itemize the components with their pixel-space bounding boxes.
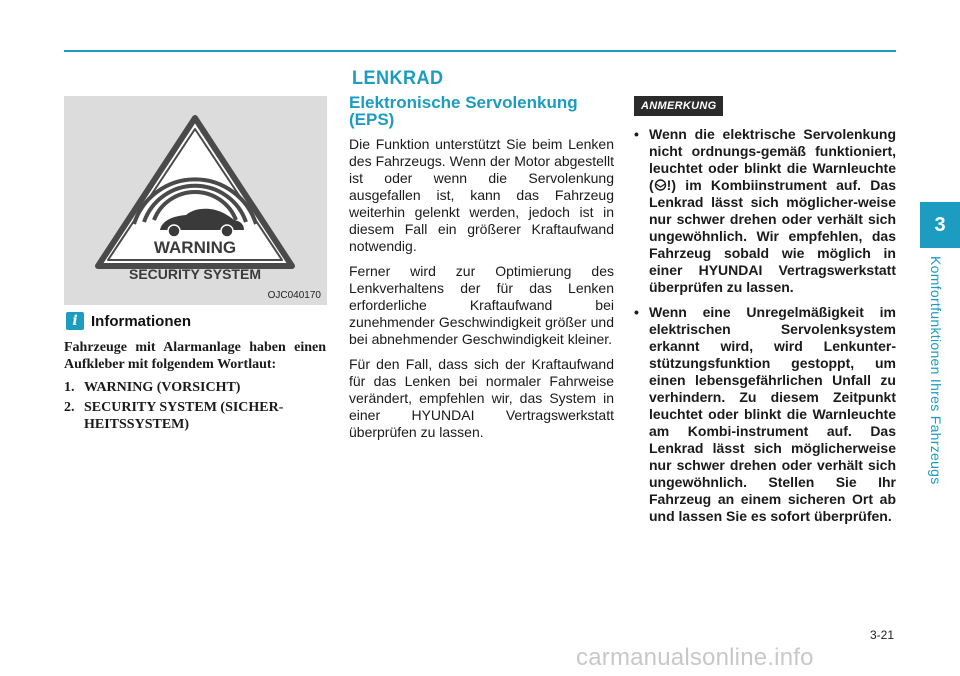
info-heading (66, 312, 191, 330)
note-badge: ANMERKUNG (634, 96, 723, 116)
info-intro: Fahrzeuge mit Alarmanlage haben einen Aufkleber mit folgendem Wortlaut: (64, 340, 326, 372)
info-body (64, 339, 326, 436)
chapter-tab (920, 202, 960, 248)
security-sticker-figure (64, 96, 327, 305)
info-list (64, 379, 326, 433)
warning-sticker-illustration (64, 96, 327, 305)
note-list (632, 126, 896, 533)
eps-heading: Elektronische Servolenkung (EPS) (349, 93, 578, 129)
sticker-warning-label: WARNING (153, 238, 237, 257)
bullet-icon: • (634, 304, 639, 320)
chapter-number: 3 (934, 213, 946, 236)
top-rule (64, 50, 896, 52)
list-item: • Wenn eine Unregelmäßigkeit im elektrischen Servolenksystem erkannt wird, wird Lenkunter-stützungsfunktion gestoppt, um einen lebensgefährlichen Unfall zu verhindern. Zu diesem Zeitpunkt leuchtet oder blinkt die Warnleuchte am Kombi-instrument auf. Das Lenkrad lässt sich möglicherweise nur schwer drehen oder verhält sich ungewöhnlich. Stellen Sie Ihr Fahrzeug an einem sicheren Ort ab und lassen Sie es sofort überprüfen. (634, 304, 896, 524)
paragraph: Die Funktion unterstützt Sie beim Lenken des Fahrzeugs. Wenn der Motor abgestellt ist oder wenn die Servolenkung ausgefallen ist, kann das Fahrzeug weiterhin gelenkt werden, jedoch ist in diesem Fall ein größerer Kraftaufwand notwendig. (349, 136, 614, 254)
list-item: • Wenn die elektrische Servolenkung nicht ordnungs-gemäß funktioniert, leuchtet oder blinkt die Warnleuchte ( !) im Kombiinstrument auf. Das Lenkrad lässt sich möglicher-weise nur schwer drehen oder verhält sich ungewöhnlich. Wir empfehlen, das Fahrzeug sobald wie möglich in einer HYUNDAI Vertragswerkstatt überprüfen zu lassen. (634, 126, 896, 295)
page-number: 3-21 (869, 628, 894, 642)
section-heading: LENKRAD (352, 68, 444, 89)
paragraph: Für den Fall, dass sich der Kraftaufwand für das Lenken bei normaler Fahrweise verändert, empfehlen wir, das System in einer HYUNDAI Vertragswerkstatt überprüfen zu lassen. (349, 356, 614, 440)
steering-warning-icon (654, 179, 667, 191)
chapter-title: Komfortfunktionen Ihres Fahrzeugs (928, 256, 944, 485)
paragraph: Ferner wird zur Optimierung des Lenkverhaltens der für das Lenken erforderliche Kraftaufwand bei zunehmender Geschwindigkeit größer und bei abnehmender Geschwindigkeit kleiner. (349, 263, 614, 347)
figure-code: OJC040170 (267, 290, 321, 301)
warning-symbol: ! (666, 177, 672, 193)
watermark: carmanualsonline.info (576, 644, 814, 671)
eps-body (349, 136, 614, 449)
bullet-icon: • (634, 126, 639, 142)
list-item: 2. SECURITY SYSTEM (SICHER-HEITSSYSTEM) (64, 400, 284, 432)
info-title: Informationen (91, 312, 191, 330)
list-item: 1. WARNING (VORSICHT) (64, 380, 241, 395)
info-icon: i (66, 312, 84, 330)
sticker-security-label: SECURITY SYSTEM (129, 266, 261, 282)
